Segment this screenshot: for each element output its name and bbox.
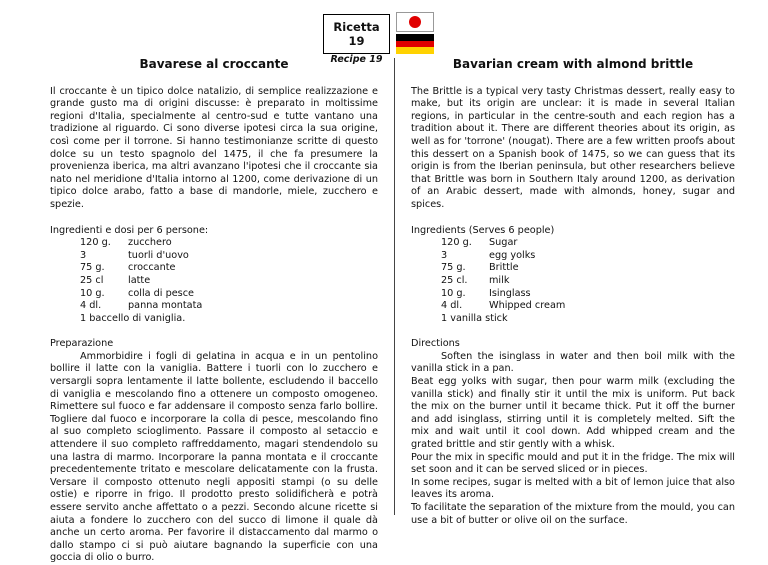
list-item: 25 cl latte	[80, 274, 151, 286]
list-item: 4 dl. panna montata	[80, 300, 203, 312]
list-item: 10 g. colla di pesce	[80, 287, 195, 299]
english-directions	[411, 351, 735, 527]
italian-title: Bavarese al croccante	[139, 57, 289, 71]
column-divider	[394, 58, 395, 515]
list-item: 10 g. Isinglass	[441, 287, 531, 299]
list-item: 3 tuorli d'uovo	[80, 249, 189, 261]
red-circle-icon	[409, 16, 421, 28]
direction-step: In some recipes, sugar is melted with a bit of lemon juice that also leaves its aroma.	[411, 476, 735, 501]
english-ingredients-heading: Ingredients (Serves 6 people)	[411, 224, 555, 236]
direction-step: Beat egg yolks with sugar, then pour warm milk (excluding the vanilla stick) and finally stir it until the mix is uniform. Put back the mix on the burner until it became thick. Put it off the burner and add isinglass, stirring until it is completely melted. Sift the mix and wait until it cool down. Add whipped cream and the grated brittle and stir gently with a whisk.	[411, 376, 735, 451]
direction-step: To facilitate the separation of the mixture from the mould, you can use a bit of butter or olive oil on the surface.	[411, 502, 735, 526]
english-flag-icon	[396, 34, 434, 54]
list-item: 4 dl. Whipped cream	[441, 300, 566, 312]
recipe-title: Ricetta 19	[333, 20, 380, 48]
list-item: 1 vanilla stick	[441, 312, 508, 324]
italian-flag-icon	[396, 12, 434, 32]
list-item: 120 g. Sugar	[441, 237, 518, 249]
direction-step: Pour the mix in specific mould and put it in the fridge. The mix will set soon and it can be served sliced or in pieces.	[411, 451, 735, 476]
recipe-subtitle: Recipe 19	[330, 54, 383, 65]
english-ingredients-list	[411, 237, 735, 325]
italian-prep-heading: Preparazione	[50, 338, 114, 350]
list-item: 75 g. Brittle	[441, 262, 519, 274]
italian-intro: Il croccante è un tipico dolce natalizio, di semplice realizzazione e grande gusto ma di origini discusse: è preparato in moltissime regioni d'Italia, specialmente al centro-sud e tutte vantano una tradizione al riguardo. Ci sono diverse ipotesi circa la sua origine, così come per il torrone. Si hanno testimonianze scritte di questo dolce su un testo spagnolo del 1475, il che fa presumere la provenienza iberica, ma altri avanzano l'ipotesi che il croccante sia nato nel meridione d'Italia intorno al 1200, come derivazione di un tipico dolce arabo, fatto a base di mandorle, miele, zucchero e spezie.	[50, 85, 378, 210]
recipe-header-box	[323, 14, 390, 65]
english-title: Bavarian cream with almond brittle	[452, 57, 694, 71]
italian-prep-text: Ammorbidire i fogli di gelatina in acqua e in un pentolino bollire il latte con la vaniglia. Battere i tuorli con lo zucchero e versargli sopra lentamente il latte bollente, escludendo il baccello di vaniglia e mescolando fino a ottenere un composto omogeneo. Rimettere sul fuoco e far addensare il composto senza farlo bollire. Togliere dal fuoco e incorporare la colla di pesce, mescolando fino al suo completo scioglimento. Passare il composto al setaccio e attendere il suo completo raffreddamento, magari stendendolo su una lastra di marmo. Incorporare la panna montata e il croccante precedentemente tritato e mescolare delicatamente con la frusta. Versare il composto ottenuto negli appositi stampi (o su delle ostie) e riporre in frigo. Il prodotto presto solidificherà e potrà essere servito anche affettato o a pezzi. Secondo alcune ricette si aiuta a fondere lo zucchero con del succo di limone il quale dà anche un certo aroma. Per favorire il distaccamento dal marmo o dallo stampo ci si può aiutare bagnando la superficie con una goccia di olio o burro.	[50, 350, 378, 564]
english-intro: The Brittle is a typical very tasty Christmas dessert, really easy to make, but its origin are unclear: it is made in several Italian regions, in particular in the centre-south and each region has a tradition about it. There are different theories about its origin, as well as for 'torrone' (nougat). There are a few written proofs about this dessert on a Spanish book of 1475, so we can guess that its origin is from the Iberian peninsula, but other researchers believe that Brittle was born in Southern Italy around 1200, as derivation of an Arabic dessert, made with almonds, honey, sugar and spices.	[411, 85, 735, 210]
list-item: 120 g. zucchero	[80, 237, 172, 249]
english-column	[411, 58, 735, 527]
list-item: 75 g. croccante	[80, 262, 176, 274]
list-item: 3 egg yolks	[441, 249, 536, 261]
italian-ingredients-list	[50, 237, 378, 325]
italian-column	[50, 58, 378, 565]
italian-ingredients-heading: Ingredienti e dosi per 6 persone:	[50, 224, 209, 236]
list-item: 1 baccello di vaniglia.	[80, 312, 186, 324]
english-directions-heading: Directions	[411, 338, 460, 350]
list-item: 25 cl. milk	[441, 274, 510, 286]
direction-step: Soften the isinglass in water and then boil milk with the vanilla stick in a pan.	[411, 350, 735, 375]
